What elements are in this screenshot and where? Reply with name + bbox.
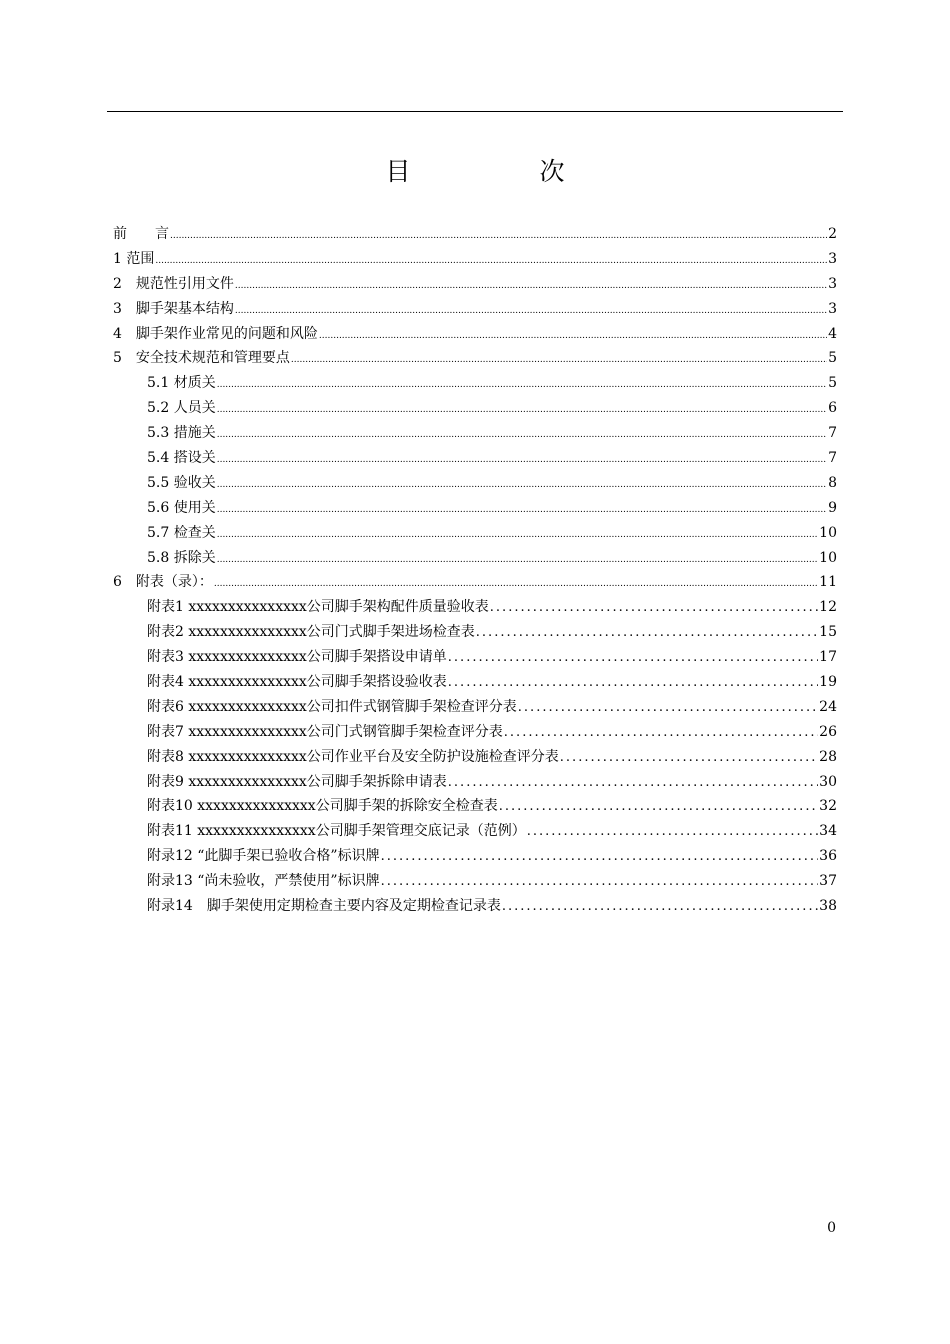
toc-entry-label: 附录13 “尚未验收，严禁使用”标识牌 [147, 873, 380, 890]
toc-entry-label: 6 附表（录）： [113, 574, 213, 591]
toc-entry[interactable] [113, 222, 837, 247]
table-of-contents [113, 222, 837, 919]
toc-entry-label: 5 安全技术规范和管理要点 [113, 350, 290, 367]
toc-dot-leader [217, 398, 827, 423]
toc-entry-page: 7 [828, 425, 837, 442]
toc-dot-leader [527, 820, 818, 845]
toc-entry-page: 11 [819, 574, 837, 591]
toc-entry[interactable] [113, 446, 837, 471]
toc-entry-label: 附表4 xxxxxxxxxxxxxxx公司脚手架搭设验收表 [147, 674, 447, 691]
toc-entry-page: 34 [819, 823, 837, 840]
toc-entry[interactable] [113, 272, 837, 297]
toc-entry-page: 30 [819, 773, 837, 790]
page-title: 目 次 [385, 157, 617, 186]
toc-entry-label: 附表8 xxxxxxxxxxxxxxx公司作业平台及安全防护设施检查评分表 [147, 748, 559, 765]
toc-entry-page: 3 [828, 250, 837, 267]
toc-entry[interactable] [113, 496, 837, 521]
toc-entry[interactable] [113, 371, 837, 396]
toc-entry[interactable] [113, 745, 837, 770]
toc-entry-label: 前 言 [113, 226, 169, 242]
toc-entry-page: 2 [828, 226, 837, 242]
toc-entry-page: 24 [819, 698, 837, 715]
header-rule [107, 111, 843, 112]
toc-entry[interactable] [113, 396, 837, 421]
toc-entry[interactable] [113, 695, 837, 720]
toc-entry-label: 附录14 脚手架使用定期检查主要内容及定期检查记录表 [147, 898, 501, 915]
toc-entry-label: 5.2 人员关 [147, 400, 216, 417]
toc-entry-label: 附表10 xxxxxxxxxxxxxxx公司脚手架的拆除安全检查表 [147, 798, 498, 815]
toc-dot-leader [499, 795, 818, 820]
toc-entry-label: 附表11 xxxxxxxxxxxxxxx公司脚手架管理交底记录（范例） [147, 823, 526, 840]
toc-entry[interactable] [113, 720, 837, 745]
toc-entry-page: 8 [828, 474, 837, 491]
toc-entry-page: 28 [819, 748, 837, 765]
toc-dot-leader [235, 274, 827, 299]
toc-dot-leader [217, 448, 827, 473]
toc-dot-leader [502, 895, 818, 920]
toc-entry-page: 17 [819, 649, 837, 666]
toc-entry[interactable] [113, 521, 837, 546]
toc-dot-leader [560, 746, 818, 771]
toc-entry-label: 附表1 xxxxxxxxxxxxxxx公司脚手架构配件质量验收表 [147, 599, 489, 616]
toc-entry-page: 5 [828, 375, 837, 392]
toc-entry-page: 3 [828, 300, 837, 317]
toc-dot-leader [217, 373, 827, 398]
toc-entry-page: 6 [828, 400, 837, 417]
toc-entry-page: 26 [819, 723, 837, 740]
toc-entry[interactable] [113, 670, 837, 695]
toc-entry-label: 2 规范性引用文件 [113, 275, 234, 292]
toc-entry-page: 5 [828, 350, 837, 367]
toc-entry-label: 5.7 检查关 [147, 524, 216, 541]
toc-entry-label: 附表9 xxxxxxxxxxxxxxx公司脚手架拆除申请表 [147, 773, 447, 790]
toc-dot-leader [217, 423, 827, 448]
toc-entry-page: 12 [819, 599, 837, 616]
toc-entry[interactable] [113, 844, 837, 869]
toc-entry[interactable] [113, 645, 837, 670]
toc-dot-leader [476, 621, 818, 646]
toc-entry-label: 5.4 搭设关 [147, 450, 216, 467]
toc-entry[interactable] [113, 247, 837, 272]
toc-dot-leader [448, 646, 818, 671]
toc-entry-page: 32 [819, 798, 837, 815]
toc-dot-leader [381, 845, 819, 870]
toc-entry[interactable] [113, 297, 837, 322]
toc-entry-label: 5.1 材质关 [147, 375, 216, 392]
toc-entry[interactable] [113, 620, 837, 645]
toc-entry[interactable] [113, 819, 837, 844]
toc-dot-leader [217, 473, 827, 498]
toc-entry-label: 5.8 拆除关 [147, 549, 216, 566]
toc-entry-page: 38 [819, 898, 837, 915]
toc-entry-page: 7 [828, 450, 837, 467]
toc-dot-leader [217, 498, 827, 523]
toc-entry-label: 5.3 措施关 [147, 425, 216, 442]
toc-entry-page: 37 [819, 873, 837, 890]
toc-entry[interactable] [113, 570, 837, 595]
toc-dot-leader [448, 671, 818, 696]
toc-entry-page: 10 [819, 524, 837, 541]
toc-dot-leader [217, 548, 818, 573]
toc-dot-leader [490, 596, 818, 621]
toc-entry-page: 4 [828, 325, 837, 342]
toc-entry-page: 36 [819, 848, 837, 865]
toc-entry-label: 5.5 验收关 [147, 474, 216, 491]
toc-entry-label: 附表6 xxxxxxxxxxxxxxx公司扣件式钢管脚手架检查评分表 [147, 698, 517, 715]
toc-entry-label: 附表7 xxxxxxxxxxxxxxx公司门式钢管脚手架检查评分表 [147, 723, 503, 740]
toc-entry-page: 3 [828, 275, 837, 292]
toc-dot-leader [155, 249, 827, 274]
toc-dot-leader [504, 721, 818, 746]
toc-dot-leader [518, 696, 818, 721]
toc-entry[interactable] [113, 322, 837, 347]
toc-entry-page: 15 [819, 624, 837, 641]
toc-dot-leader [291, 348, 827, 373]
toc-entry[interactable] [113, 471, 837, 496]
toc-entry[interactable] [113, 421, 837, 446]
toc-dot-leader [448, 771, 818, 796]
toc-dot-leader [235, 299, 827, 324]
toc-entry-label: 1 范围 [113, 250, 155, 267]
toc-entry-label: 3 脚手架基本结构 [113, 300, 234, 317]
toc-entry[interactable] [113, 794, 837, 819]
toc-entry-label: 附表2 xxxxxxxxxxxxxxx公司门式脚手架进场检查表 [147, 624, 475, 641]
toc-dot-leader [214, 572, 818, 597]
toc-dot-leader [217, 523, 818, 548]
toc-entry-label: 附表3 xxxxxxxxxxxxxxx公司脚手架搭设申请单 [147, 649, 447, 666]
toc-entry-label: 附录12 “此脚手架已验收合格”标识牌 [147, 848, 380, 865]
toc-dot-leader [319, 324, 827, 349]
toc-dot-leader [381, 870, 819, 895]
toc-entry[interactable] [113, 894, 837, 919]
toc-entry-label: 5.6 使用关 [147, 499, 216, 516]
toc-entry-page: 10 [819, 549, 837, 566]
toc-dot-leader [170, 224, 827, 249]
toc-entry[interactable] [113, 346, 837, 371]
toc-entry-label: 4 脚手架作业常见的问题和风险 [113, 325, 318, 342]
toc-entry[interactable] [113, 770, 837, 795]
toc-entry-page: 19 [819, 674, 837, 691]
toc-entry[interactable] [113, 595, 837, 620]
page-number: 0 [827, 1220, 836, 1236]
toc-entry-page: 9 [828, 499, 837, 516]
toc-entry[interactable] [113, 546, 837, 571]
toc-entry[interactable] [113, 869, 837, 894]
